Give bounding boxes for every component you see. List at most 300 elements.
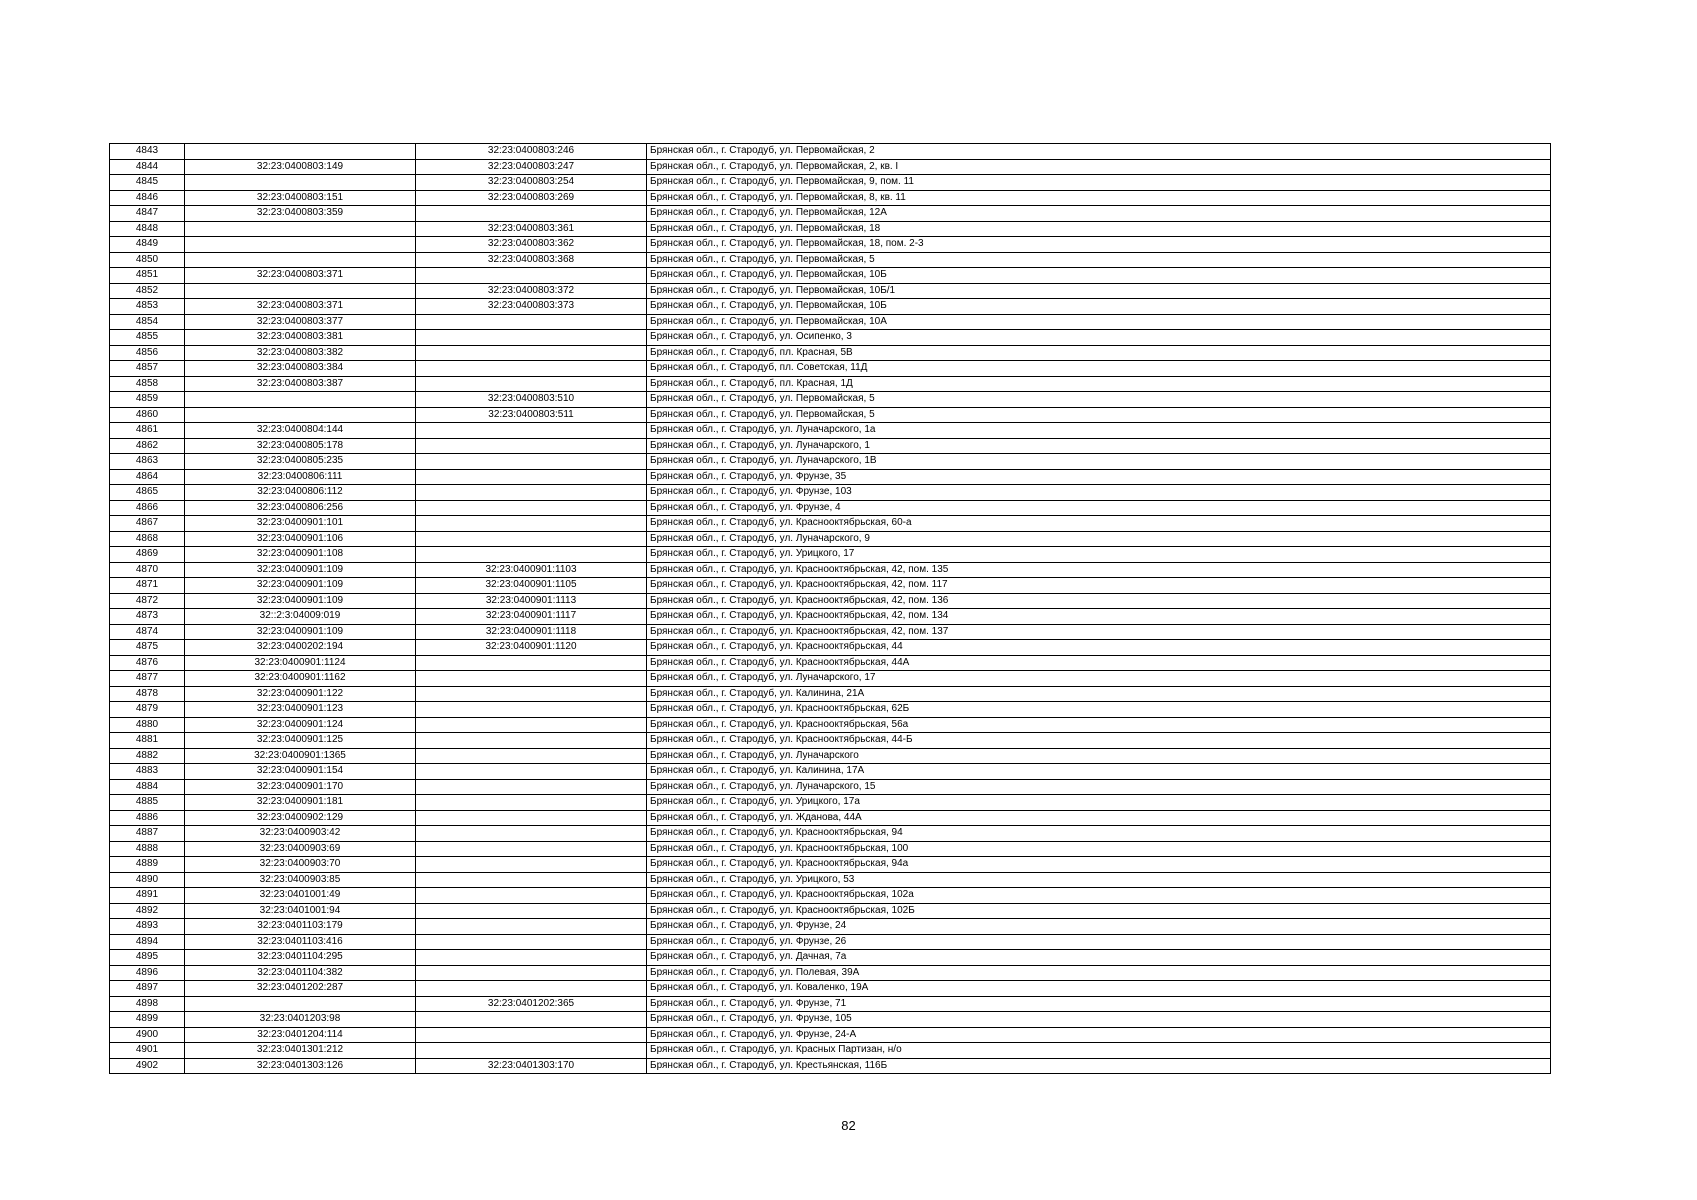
table-row: [110, 345, 1551, 361]
cadastral-number-cell: 32:23:0400901:101: [185, 516, 416, 532]
cadastral-number-cell: 32:23:0400805:235: [185, 454, 416, 470]
table-row: [110, 624, 1551, 640]
related-cadastral-number-cell: [416, 779, 647, 795]
related-cadastral-number-cell: 32:23:0400803:510: [416, 392, 647, 408]
cadastral-number-cell: 32:23:0401301:212: [185, 1043, 416, 1059]
address-cell: Брянская обл., г. Стародуб, ул. Луначарского, 1В: [647, 454, 1551, 470]
related-cadastral-number-cell: [416, 376, 647, 392]
cadastral-number-cell: [185, 407, 416, 423]
related-cadastral-number-cell: [416, 1012, 647, 1028]
table-row: [110, 423, 1551, 439]
cadastral-number-cell: 32:23:0400804:144: [185, 423, 416, 439]
address-cell: Брянская обл., г. Стародуб, ул. Первомайская, 5: [647, 252, 1551, 268]
address-cell: Брянская обл., г. Стародуб, ул. Фрунзе, 103: [647, 485, 1551, 501]
cadastral-number-cell: 32:23:0401104:382: [185, 965, 416, 981]
address-cell: Брянская обл., г. Стародуб, ул. Луначарского, 15: [647, 779, 1551, 795]
address-cell: Брянская обл., г. Стародуб, ул. Краснооктябрьская, 102а: [647, 888, 1551, 904]
cadastral-number-cell: 32:23:0401001:94: [185, 903, 416, 919]
address-cell: Брянская обл., г. Стародуб, ул. Первомайская, 5: [647, 407, 1551, 423]
cadastral-number-cell: 32:23:0400903:42: [185, 826, 416, 842]
address-cell: Брянская обл., г. Стародуб, ул. Первомайская, 8, кв. 11: [647, 190, 1551, 206]
table-row: [110, 702, 1551, 718]
address-cell: Брянская обл., г. Стародуб, ул. Первомайская, 18: [647, 221, 1551, 237]
cadastral-number-cell: [185, 237, 416, 253]
cadastral-number-cell: 32:23:0400803:384: [185, 361, 416, 377]
row-number-cell: 4851: [110, 268, 185, 284]
row-number-cell: 4859: [110, 392, 185, 408]
cadastral-number-cell: 32:23:0400901:106: [185, 531, 416, 547]
address-cell: Брянская обл., г. Стародуб, ул. Луначарского, 1а: [647, 423, 1551, 439]
row-number-cell: 4847: [110, 206, 185, 222]
related-cadastral-number-cell: [416, 934, 647, 950]
address-cell: Брянская обл., г. Стародуб, ул. Краснооктябрьская, 44: [647, 640, 1551, 656]
table-row: [110, 950, 1551, 966]
cadastral-number-cell: 32:23:0401001:49: [185, 888, 416, 904]
related-cadastral-number-cell: [416, 903, 647, 919]
table-row: [110, 609, 1551, 625]
table-row: [110, 159, 1551, 175]
table-row: [110, 826, 1551, 842]
related-cadastral-number-cell: [416, 872, 647, 888]
table-row: [110, 299, 1551, 315]
table-row: [110, 283, 1551, 299]
table-row: [110, 190, 1551, 206]
table-row: [110, 330, 1551, 346]
address-cell: Брянская обл., г. Стародуб, ул. Краснооктябрьская, 102Б: [647, 903, 1551, 919]
table-row: [110, 500, 1551, 516]
row-number-cell: 4894: [110, 934, 185, 950]
related-cadastral-number-cell: [416, 1027, 647, 1043]
related-cadastral-number-cell: 32:23:0400803:269: [416, 190, 647, 206]
related-cadastral-number-cell: [416, 438, 647, 454]
related-cadastral-number-cell: [416, 965, 647, 981]
table-row: [110, 593, 1551, 609]
address-cell: Брянская обл., г. Стародуб, ул. Фрунзе, 26: [647, 934, 1551, 950]
related-cadastral-number-cell: 32:23:0400901:1117: [416, 609, 647, 625]
table-row: [110, 996, 1551, 1012]
row-number-cell: 4896: [110, 965, 185, 981]
cadastral-number-cell: [185, 392, 416, 408]
table-row: [110, 206, 1551, 222]
cadastral-number-cell: 32:23:0401104:295: [185, 950, 416, 966]
related-cadastral-number-cell: [416, 268, 647, 284]
address-cell: Брянская обл., г. Стародуб, ул. Краснооктябрьская, 62Б: [647, 702, 1551, 718]
cadastral-number-cell: 32:23:0400901:154: [185, 764, 416, 780]
cadastral-number-cell: 32:23:0400806:112: [185, 485, 416, 501]
cadastral-number-cell: [185, 996, 416, 1012]
row-number-cell: 4892: [110, 903, 185, 919]
related-cadastral-number-cell: 32:23:0400803:372: [416, 283, 647, 299]
row-number-cell: 4893: [110, 919, 185, 935]
row-number-cell: 4895: [110, 950, 185, 966]
table-row: [110, 717, 1551, 733]
cadastral-number-cell: 32:23:0400901:122: [185, 686, 416, 702]
row-number-cell: 4855: [110, 330, 185, 346]
row-number-cell: 4843: [110, 144, 185, 160]
row-number-cell: 4900: [110, 1027, 185, 1043]
row-number-cell: 4870: [110, 562, 185, 578]
cadastral-number-cell: 32:23:0400803:381: [185, 330, 416, 346]
row-number-cell: 4882: [110, 748, 185, 764]
related-cadastral-number-cell: 32:23:0400901:1105: [416, 578, 647, 594]
cadastral-number-cell: 32:23:0400803:151: [185, 190, 416, 206]
table-row: [110, 454, 1551, 470]
table-row: [110, 268, 1551, 284]
row-number-cell: 4901: [110, 1043, 185, 1059]
related-cadastral-number-cell: [416, 919, 647, 935]
cadastral-number-cell: [185, 221, 416, 237]
row-number-cell: 4854: [110, 314, 185, 330]
table-row: [110, 655, 1551, 671]
related-cadastral-number-cell: 32:23:0400803:511: [416, 407, 647, 423]
address-cell: Брянская обл., г. Стародуб, ул. Краснооктябрьская, 94а: [647, 857, 1551, 873]
row-number-cell: 4878: [110, 686, 185, 702]
address-cell: Брянская обл., г. Стародуб, пл. Советская, 11Д: [647, 361, 1551, 377]
address-cell: Брянская обл., г. Стародуб, ул. Краснооктябрьская, 44-Б: [647, 733, 1551, 749]
table-row: [110, 934, 1551, 950]
table-row: [110, 562, 1551, 578]
row-number-cell: 4884: [110, 779, 185, 795]
address-cell: Брянская обл., г. Стародуб, ул. Краснооктябрьская, 94: [647, 826, 1551, 842]
related-cadastral-number-cell: [416, 345, 647, 361]
related-cadastral-number-cell: [416, 485, 647, 501]
cadastral-number-cell: 32:23:0401103:416: [185, 934, 416, 950]
related-cadastral-number-cell: [416, 655, 647, 671]
table-row: [110, 965, 1551, 981]
cadastral-number-cell: 32:23:0400901:124: [185, 717, 416, 733]
cadastral-number-cell: 32:23:0400901:1162: [185, 671, 416, 687]
related-cadastral-number-cell: [416, 330, 647, 346]
related-cadastral-number-cell: [416, 702, 647, 718]
related-cadastral-number-cell: 32:23:0400901:1103: [416, 562, 647, 578]
address-cell: Брянская обл., г. Стародуб, ул. Краснооктябрьская, 42, пом. 134: [647, 609, 1551, 625]
address-cell: Брянская обл., г. Стародуб, ул. Краснооктябрьская, 56а: [647, 717, 1551, 733]
table-row: [110, 733, 1551, 749]
row-number-cell: 4888: [110, 841, 185, 857]
address-cell: Брянская обл., г. Стародуб, ул. Фрунзе, 24-А: [647, 1027, 1551, 1043]
row-number-cell: 4890: [110, 872, 185, 888]
table-row: [110, 438, 1551, 454]
table-row: [110, 392, 1551, 408]
cadastral-number-cell: [185, 283, 416, 299]
row-number-cell: 4850: [110, 252, 185, 268]
table-row: [110, 1012, 1551, 1028]
row-number-cell: 4856: [110, 345, 185, 361]
cadastral-number-cell: 32:23:0400803:371: [185, 268, 416, 284]
address-cell: Брянская обл., г. Стародуб, ул. Краснооктябрьская, 42, пом. 117: [647, 578, 1551, 594]
row-number-cell: 4861: [110, 423, 185, 439]
address-cell: Брянская обл., г. Стародуб, ул. Фрунзе, 24: [647, 919, 1551, 935]
table-row: [110, 485, 1551, 501]
related-cadastral-number-cell: [416, 826, 647, 842]
row-number-cell: 4863: [110, 454, 185, 470]
related-cadastral-number-cell: 32:23:0401202:365: [416, 996, 647, 1012]
table-row: [110, 578, 1551, 594]
table-row: [110, 919, 1551, 935]
related-cadastral-number-cell: 32:23:0400803:246: [416, 144, 647, 160]
address-cell: Брянская обл., г. Стародуб, ул. Жданова, 44А: [647, 810, 1551, 826]
cadastral-number-cell: 32:23:0400901:109: [185, 562, 416, 578]
row-number-cell: 4883: [110, 764, 185, 780]
address-cell: Брянская обл., г. Стародуб, ул. Первомайская, 5: [647, 392, 1551, 408]
cadastral-number-cell: 32:23:0400803:149: [185, 159, 416, 175]
related-cadastral-number-cell: [416, 888, 647, 904]
address-cell: Брянская обл., г. Стародуб, ул. Краснооктябрьская, 44А: [647, 655, 1551, 671]
related-cadastral-number-cell: [416, 547, 647, 563]
cadastral-number-cell: 32:23:0400202:194: [185, 640, 416, 656]
address-cell: Брянская обл., г. Стародуб, ул. Первомайская, 10Б/1: [647, 283, 1551, 299]
cadastral-number-cell: 32:23:0400903:69: [185, 841, 416, 857]
table-row: [110, 872, 1551, 888]
table-row: [110, 175, 1551, 191]
address-cell: Брянская обл., г. Стародуб, ул. Первомайская, 12А: [647, 206, 1551, 222]
table-row: [110, 841, 1551, 857]
cadastral-number-cell: 32:23:0400901:1124: [185, 655, 416, 671]
related-cadastral-number-cell: [416, 795, 647, 811]
related-cadastral-number-cell: [416, 516, 647, 532]
address-cell: Брянская обл., г. Стародуб, пл. Красная, 5В: [647, 345, 1551, 361]
cadastral-number-cell: 32:23:0400901:1365: [185, 748, 416, 764]
related-cadastral-number-cell: [416, 733, 647, 749]
row-number-cell: 4849: [110, 237, 185, 253]
table-row: [110, 469, 1551, 485]
address-cell: Брянская обл., г. Стародуб, ул. Калинина, 17А: [647, 764, 1551, 780]
address-cell: Брянская обл., г. Стародуб, ул. Урицкого, 17: [647, 547, 1551, 563]
cadastral-number-cell: [185, 144, 416, 160]
row-number-cell: 4864: [110, 469, 185, 485]
row-number-cell: 4876: [110, 655, 185, 671]
address-cell: Брянская обл., г. Стародуб, ул. Крестьянская, 116Б: [647, 1058, 1551, 1074]
cadastral-number-cell: 32::2:3:04009:019: [185, 609, 416, 625]
cadastral-number-cell: 32:23:0400803:382: [185, 345, 416, 361]
related-cadastral-number-cell: [416, 764, 647, 780]
cadastral-number-cell: [185, 175, 416, 191]
related-cadastral-number-cell: [416, 981, 647, 997]
row-number-cell: 4862: [110, 438, 185, 454]
cadastral-number-cell: 32:23:0400903:70: [185, 857, 416, 873]
table-row: [110, 686, 1551, 702]
related-cadastral-number-cell: 32:23:0400803:368: [416, 252, 647, 268]
address-cell: Брянская обл., г. Стародуб, ул. Калинина, 21А: [647, 686, 1551, 702]
related-cadastral-number-cell: 32:23:0400803:373: [416, 299, 647, 315]
row-number-cell: 4897: [110, 981, 185, 997]
table-row: [110, 764, 1551, 780]
row-number-cell: 4852: [110, 283, 185, 299]
address-cell: Брянская обл., г. Стародуб, пл. Красная, 1Д: [647, 376, 1551, 392]
row-number-cell: 4887: [110, 826, 185, 842]
table-row: [110, 1027, 1551, 1043]
cadastral-number-cell: 32:23:0400901:123: [185, 702, 416, 718]
cadastral-number-cell: 32:23:0400902:129: [185, 810, 416, 826]
related-cadastral-number-cell: [416, 717, 647, 733]
related-cadastral-number-cell: [416, 950, 647, 966]
table-row: [110, 221, 1551, 237]
row-number-cell: 4848: [110, 221, 185, 237]
address-cell: Брянская обл., г. Стародуб, ул. Фрунзе, 35: [647, 469, 1551, 485]
related-cadastral-number-cell: [416, 671, 647, 687]
row-number-cell: 4858: [110, 376, 185, 392]
related-cadastral-number-cell: [416, 686, 647, 702]
address-cell: Брянская обл., г. Стародуб, ул. Полевая, 39А: [647, 965, 1551, 981]
cadastral-number-cell: 32:23:0400803:377: [185, 314, 416, 330]
related-cadastral-number-cell: 32:23:0400803:361: [416, 221, 647, 237]
table-row: [110, 144, 1551, 160]
related-cadastral-number-cell: [416, 454, 647, 470]
related-cadastral-number-cell: [416, 314, 647, 330]
related-cadastral-number-cell: 32:23:0400901:1113: [416, 593, 647, 609]
row-number-cell: 4853: [110, 299, 185, 315]
related-cadastral-number-cell: 32:23:0400803:362: [416, 237, 647, 253]
address-cell: Брянская обл., г. Стародуб, ул. Первомайская, 2: [647, 144, 1551, 160]
row-number-cell: 4885: [110, 795, 185, 811]
related-cadastral-number-cell: [416, 361, 647, 377]
row-number-cell: 4902: [110, 1058, 185, 1074]
table-row: [110, 252, 1551, 268]
row-number-cell: 4867: [110, 516, 185, 532]
cadastral-number-cell: 32:23:0400901:109: [185, 578, 416, 594]
address-cell: Брянская обл., г. Стародуб, ул. Луначарского, 9: [647, 531, 1551, 547]
related-cadastral-number-cell: [416, 423, 647, 439]
related-cadastral-number-cell: 32:23:0400901:1120: [416, 640, 647, 656]
row-number-cell: 4872: [110, 593, 185, 609]
address-cell: Брянская обл., г. Стародуб, ул. Дачная, 7а: [647, 950, 1551, 966]
row-number-cell: 4868: [110, 531, 185, 547]
table-row: [110, 903, 1551, 919]
related-cadastral-number-cell: [416, 857, 647, 873]
row-number-cell: 4886: [110, 810, 185, 826]
cadastral-number-cell: 32:23:0400901:125: [185, 733, 416, 749]
row-number-cell: 4879: [110, 702, 185, 718]
table-row: [110, 1043, 1551, 1059]
related-cadastral-number-cell: 32:23:0400901:1118: [416, 624, 647, 640]
table-row: [110, 1058, 1551, 1074]
row-number-cell: 4898: [110, 996, 185, 1012]
address-cell: Брянская обл., г. Стародуб, ул. Коваленко, 19А: [647, 981, 1551, 997]
related-cadastral-number-cell: [416, 1043, 647, 1059]
address-cell: Брянская обл., г. Стародуб, ул. Первомайская, 2, кв. I: [647, 159, 1551, 175]
cadastral-number-cell: 32:23:0400803:359: [185, 206, 416, 222]
address-cell: Брянская обл., г. Стародуб, ул. Первомайская, 9, пом. 11: [647, 175, 1551, 191]
address-cell: Брянская обл., г. Стародуб, ул. Краснооктябрьская, 100: [647, 841, 1551, 857]
table-row: [110, 810, 1551, 826]
cadastral-number-cell: [185, 252, 416, 268]
cadastral-number-cell: 32:23:0400803:387: [185, 376, 416, 392]
related-cadastral-number-cell: [416, 500, 647, 516]
cadastral-number-cell: 32:23:0401202:287: [185, 981, 416, 997]
cadastral-number-cell: 32:23:0400901:170: [185, 779, 416, 795]
address-cell: Брянская обл., г. Стародуб, ул. Краснооктябрьская, 60-а: [647, 516, 1551, 532]
address-cell: Брянская обл., г. Стародуб, ул. Первомайская, 10Б: [647, 299, 1551, 315]
table-row: [110, 361, 1551, 377]
cadastral-number-cell: 32:23:0400901:109: [185, 624, 416, 640]
row-number-cell: 4844: [110, 159, 185, 175]
table-row: [110, 376, 1551, 392]
address-cell: Брянская обл., г. Стародуб, ул. Урицкого, 53: [647, 872, 1551, 888]
table-row: [110, 407, 1551, 423]
cadastral-number-cell: 32:23:0400806:256: [185, 500, 416, 516]
row-number-cell: 4845: [110, 175, 185, 191]
address-cell: Брянская обл., г. Стародуб, ул. Первомайская, 10А: [647, 314, 1551, 330]
cadastral-number-cell: 32:23:0401203:98: [185, 1012, 416, 1028]
table-row: [110, 857, 1551, 873]
table-row: [110, 314, 1551, 330]
address-cell: Брянская обл., г. Стародуб, ул. Краснооктябрьская, 42, пом. 135: [647, 562, 1551, 578]
table-row: [110, 547, 1551, 563]
row-number-cell: 4873: [110, 609, 185, 625]
address-cell: Брянская обл., г. Стародуб, ул. Первомайская, 10Б: [647, 268, 1551, 284]
cadastral-number-cell: 32:23:0401204:114: [185, 1027, 416, 1043]
registry-body: [110, 144, 1551, 1074]
cadastral-number-cell: 32:23:0400901:109: [185, 593, 416, 609]
row-number-cell: 4891: [110, 888, 185, 904]
table-row: [110, 981, 1551, 997]
table-row: [110, 237, 1551, 253]
address-cell: Брянская обл., г. Стародуб, ул. Краснооктябрьская, 42, пом. 137: [647, 624, 1551, 640]
row-number-cell: 4875: [110, 640, 185, 656]
row-number-cell: 4874: [110, 624, 185, 640]
table-row: [110, 888, 1551, 904]
table-row: [110, 671, 1551, 687]
address-cell: Брянская обл., г. Стародуб, ул. Осипенко, 3: [647, 330, 1551, 346]
cadastral-number-cell: 32:23:0400901:108: [185, 547, 416, 563]
address-cell: Брянская обл., г. Стародуб, ул. Красных Партизан, н/о: [647, 1043, 1551, 1059]
cadastral-number-cell: 32:23:0400805:178: [185, 438, 416, 454]
table-row: [110, 795, 1551, 811]
address-cell: Брянская обл., г. Стародуб, ул. Фрунзе, 105: [647, 1012, 1551, 1028]
row-number-cell: 4869: [110, 547, 185, 563]
row-number-cell: 4865: [110, 485, 185, 501]
address-cell: Брянская обл., г. Стародуб, ул. Луначарского, 1: [647, 438, 1551, 454]
related-cadastral-number-cell: [416, 531, 647, 547]
row-number-cell: 4860: [110, 407, 185, 423]
property-registry-table: [109, 143, 1551, 1074]
address-cell: Брянская обл., г. Стародуб, ул. Урицкого, 17а: [647, 795, 1551, 811]
page-number: 82: [841, 1118, 856, 1133]
row-number-cell: 4846: [110, 190, 185, 206]
row-number-cell: 4877: [110, 671, 185, 687]
cadastral-number-cell: 32:23:0400901:181: [185, 795, 416, 811]
related-cadastral-number-cell: [416, 748, 647, 764]
cadastral-number-cell: 32:23:0401103:179: [185, 919, 416, 935]
related-cadastral-number-cell: 32:23:0400803:254: [416, 175, 647, 191]
related-cadastral-number-cell: [416, 469, 647, 485]
address-cell: Брянская обл., г. Стародуб, ул. Фрунзе, 71: [647, 996, 1551, 1012]
address-cell: Брянская обл., г. Стародуб, ул. Фрунзе, 4: [647, 500, 1551, 516]
table-row: [110, 640, 1551, 656]
related-cadastral-number-cell: [416, 206, 647, 222]
row-number-cell: 4881: [110, 733, 185, 749]
table-row: [110, 516, 1551, 532]
cadastral-number-cell: 32:23:0401303:126: [185, 1058, 416, 1074]
row-number-cell: 4871: [110, 578, 185, 594]
row-number-cell: 4889: [110, 857, 185, 873]
address-cell: Брянская обл., г. Стародуб, ул. Луначарского, 17: [647, 671, 1551, 687]
table-row: [110, 748, 1551, 764]
related-cadastral-number-cell: 32:23:0400803:247: [416, 159, 647, 175]
cadastral-number-cell: 32:23:0400806:111: [185, 469, 416, 485]
address-cell: Брянская обл., г. Стародуб, ул. Первомайская, 18, пом. 2-3: [647, 237, 1551, 253]
address-cell: Брянская обл., г. Стародуб, ул. Краснооктябрьская, 42, пом. 136: [647, 593, 1551, 609]
related-cadastral-number-cell: [416, 841, 647, 857]
table-row: [110, 779, 1551, 795]
related-cadastral-number-cell: [416, 810, 647, 826]
address-cell: Брянская обл., г. Стародуб, ул. Луначарского: [647, 748, 1551, 764]
row-number-cell: 4857: [110, 361, 185, 377]
related-cadastral-number-cell: 32:23:0401303:170: [416, 1058, 647, 1074]
row-number-cell: 4866: [110, 500, 185, 516]
cadastral-number-cell: 32:23:0400903:85: [185, 872, 416, 888]
row-number-cell: 4880: [110, 717, 185, 733]
